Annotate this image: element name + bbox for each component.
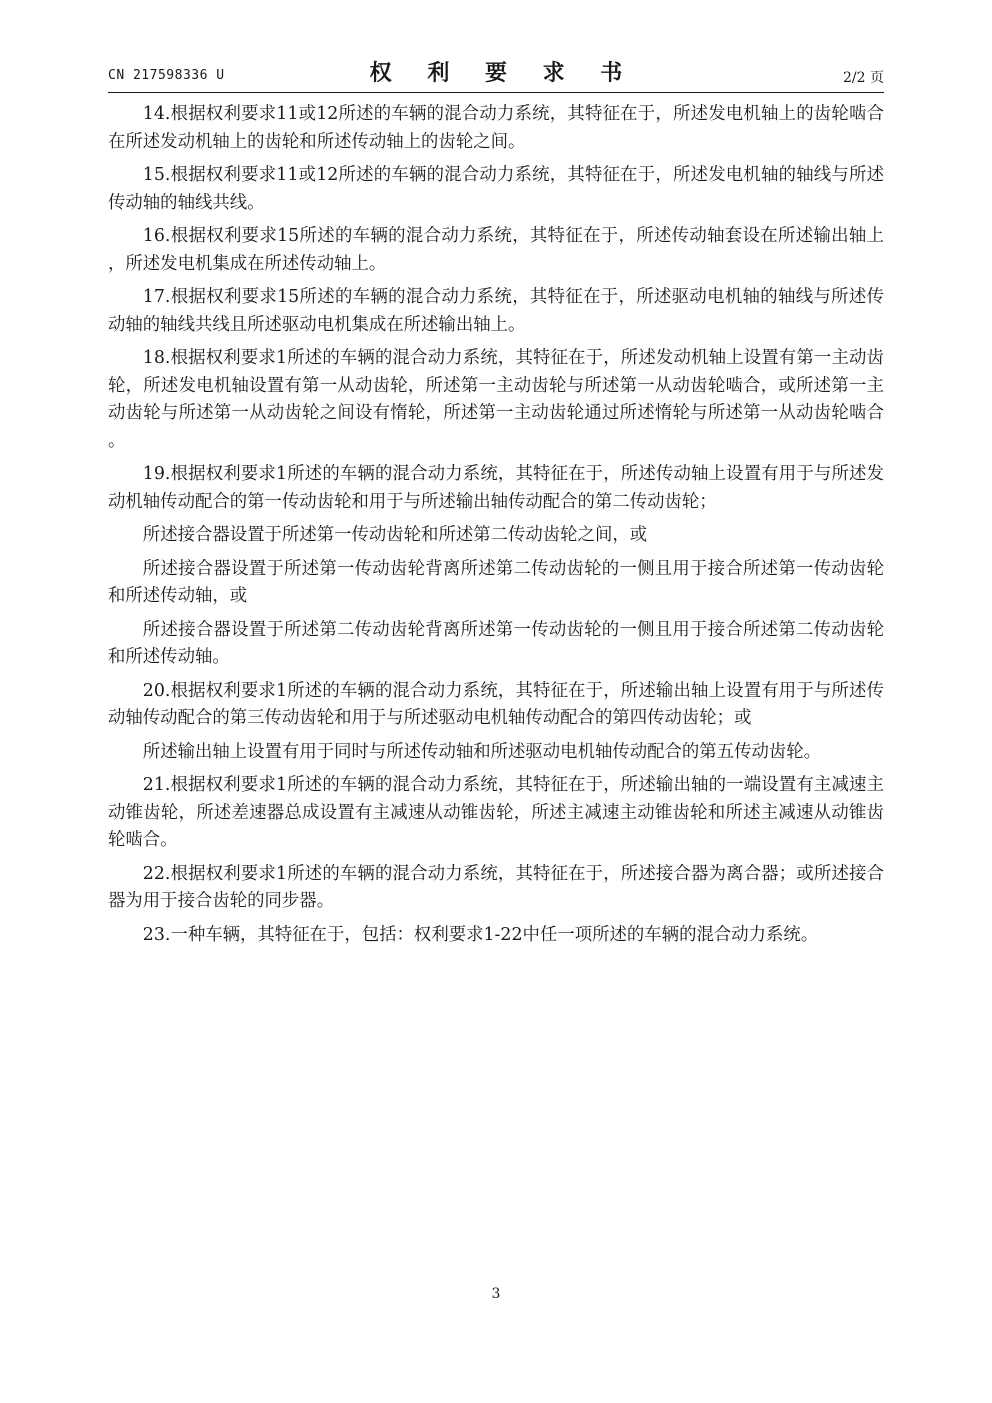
- claim-19: 19.根据权利要求1所述的车辆的混合动力系统，其特征在于，所述传动轴上设置有用于与所述发动机轴传动配合的第一传动齿轮和用于与所述输出轴传动配合的第二传动齿轮；: [108, 464, 884, 512]
- claims-body: [108, 101, 884, 955]
- page-header: [108, 56, 884, 90]
- header-divider: [108, 92, 884, 93]
- claim-18: 18.根据权利要求1所述的车辆的混合动力系统，其特征在于，所述发动机轴上设置有第一主动齿轮，所述发电机轴设置有第一从动齿轮，所述第一主动齿轮与所述第一从动齿轮啮合，或所述第一主动齿轮与所述第一从动齿轮之间设有惰轮，所述第一主动齿轮通过所述惰轮与所述第一从动齿轮啮合。: [108, 348, 884, 451]
- page-number: 3: [491, 1286, 501, 1302]
- claim-14: 14.根据权利要求11或12所述的车辆的混合动力系统，其特征在于，所述发电机轴上的齿轮啮合在所述发动机轴上的齿轮和所述传动轴上的齿轮之间。: [108, 104, 884, 152]
- claim-19-option-c: 所述接合器设置于所述第二传动齿轮背离所述第一传动齿轮的一侧且用于接合所述第二传动齿轮和所述传动轴。: [108, 619, 884, 667]
- publication-number: CN 217598336 U: [108, 68, 225, 83]
- page-count-label: 2/2 页: [843, 70, 884, 86]
- claim-17: 17.根据权利要求15所述的车辆的混合动力系统，其特征在于，所述驱动电机轴的轴线与所述传动轴的轴线共线且所述驱动电机集成在所述输出轴上。: [108, 287, 884, 335]
- claim-21: 21.根据权利要求1所述的车辆的混合动力系统，其特征在于，所述输出轴的一端设置有主减速主动锥齿轮，所述差速器总成设置有主减速从动锥齿轮，所述主减速主动锥齿轮和所述主减速从动锥齿轮啮合。: [108, 775, 884, 850]
- claim-15: 15.根据权利要求11或12所述的车辆的混合动力系统，其特征在于，所述发电机轴的轴线与所述传动轴的轴线共线。: [108, 165, 884, 213]
- claim-20: 20.根据权利要求1所述的车辆的混合动力系统，其特征在于，所述输出轴上设置有用于与所述传动轴传动配合的第三传动齿轮和用于与所述驱动电机轴传动配合的第四传动齿轮；或: [108, 680, 884, 728]
- document-title: 权 利 要 求 书: [369, 60, 637, 86]
- claim-16: 16.根据权利要求15所述的车辆的混合动力系统，其特征在于，所述传动轴套设在所述输出轴上，所述发电机集成在所述传动轴上。: [108, 226, 884, 274]
- claim-22: 22.根据权利要求1所述的车辆的混合动力系统，其特征在于，所述接合器为离合器；或所述接合器为用于接合齿轮的同步器。: [108, 863, 884, 911]
- claim-19-option-a: 所述接合器设置于所述第一传动齿轮和所述第二传动齿轮之间，或: [142, 525, 648, 545]
- claim-23: 23.一种车辆，其特征在于，包括：权利要求1-22中任一项所述的车辆的混合动力系统。: [142, 924, 819, 945]
- claim-19-option-b: 所述接合器设置于所述第一传动齿轮背离所述第二传动齿轮的一侧且用于接合所述第一传动齿轮和所述传动轴，或: [108, 558, 884, 606]
- claim-20-option-b: 所述输出轴上设置有用于同时与所述传动轴和所述驱动电机轴传动配合的第五传动齿轮。: [142, 741, 822, 762]
